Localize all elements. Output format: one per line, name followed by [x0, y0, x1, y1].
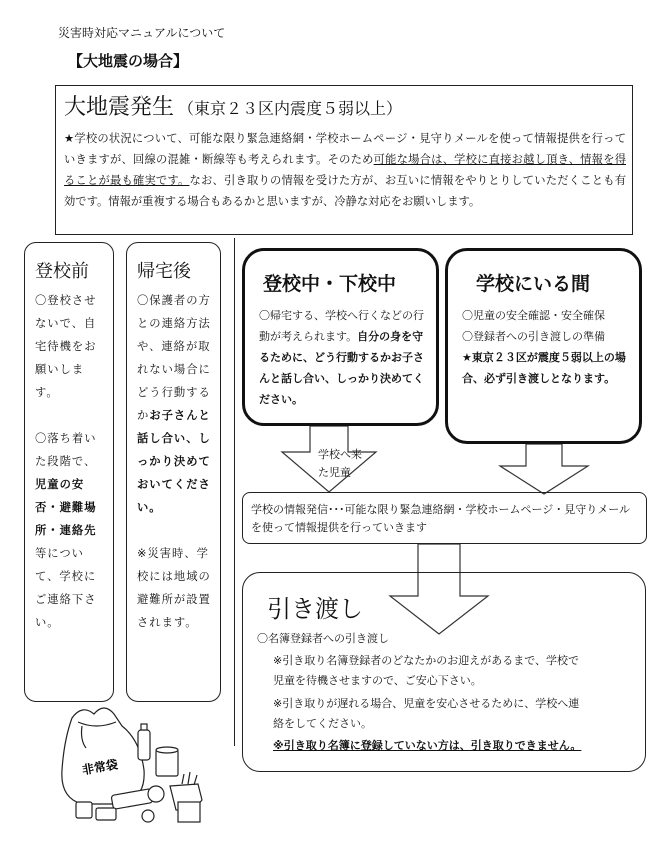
- at-school-box: [445, 248, 642, 444]
- earthquake-notice-box: [55, 85, 633, 235]
- after-return-p1-a: 〇保護者の方との連絡方法や、連絡が取れない場合にどう行動するか: [137, 294, 211, 422]
- info-dissemination-box: [242, 492, 647, 544]
- before-school-box: [24, 242, 114, 702]
- before-school-p2-b: 等について、学校にご連絡下さい。: [35, 547, 97, 629]
- arrow-label-line1: 学校へ来: [318, 448, 362, 461]
- at-school-text: [462, 305, 634, 389]
- after-return-p2: ※災害時、学校には地域の避難所が設置されます。: [137, 547, 211, 629]
- handover-title: 引き渡し: [267, 595, 363, 623]
- after-return-text: [137, 289, 213, 634]
- at-school-title: 学校にいる間: [476, 273, 591, 295]
- notice-text-part1: ★学校の状況について、可能な限り緊急連絡網・学校ホームページ・見守りメールを使って情報提供を行っていきますが、回線の混雑・断線等も考えられます。そのため: [64, 132, 626, 166]
- at-school-bold: ★東京２３区が震度５弱以上の場合、必ず引き渡しとなります。: [462, 351, 626, 385]
- arrow-down-right: [488, 444, 598, 496]
- after-return-p1: [137, 289, 213, 519]
- handover-line6: ※引き取り名簿に登録していない方は、引き取りできません。: [273, 739, 582, 752]
- earthquake-title-condition: （東京２３区内震度５弱以上）: [178, 99, 403, 118]
- commuting-text: [259, 305, 431, 410]
- handover-box: [242, 572, 646, 772]
- arrow-label: [318, 446, 362, 482]
- before-school-title: 登校前: [35, 261, 89, 282]
- handover-line1: 〇名簿登録者への引き渡し: [257, 632, 389, 645]
- at-school-line2: 〇登録者への引き渡しの準備: [462, 330, 605, 343]
- before-school-p1: 〇登校させないで、自宅待機をお願いします。: [35, 294, 97, 399]
- handover-line5: 絡をしてください。: [273, 717, 372, 730]
- column-divider: [234, 238, 235, 746]
- earthquake-title: [64, 90, 402, 121]
- before-school-text: [35, 289, 107, 634]
- at-school-line1: 〇児童の安全確認・安全確保: [462, 309, 605, 322]
- handover-line2: ※引き取り名簿登録者のどなたかのお迎えがあるまで、学校で: [273, 654, 579, 667]
- commuting-text-bold: 自分の身を守るために、どう行動するかお子さんと話し合い、しっかり決めてください。: [259, 330, 424, 406]
- handover-line4: ※引き取りが遅れる場合、児童を安心させるために、学校へ連: [273, 697, 580, 710]
- before-school-p2: [35, 427, 107, 634]
- notice-text-underlined: 可能な場合は、学校に直接お越し頂き、情報を得ることが最も確実です。: [64, 153, 626, 187]
- handover-line3: 児童を待機させますので、ご安心下さい。: [273, 674, 482, 687]
- after-return-box: [126, 242, 221, 702]
- commuting-title: 登校中・下校中: [263, 273, 397, 295]
- earthquake-title-main: 大地震発生: [64, 95, 175, 120]
- case-heading: 【大地震の場合】: [68, 52, 189, 70]
- commuting-box: [242, 248, 439, 426]
- commuting-text-a: 〇帰宅する、学校へ行くなどの行動が考えられます。: [259, 309, 424, 343]
- earthquake-notice-text: [64, 128, 626, 212]
- before-school-p2-bold: 児童の安否・避難場所・連絡先: [35, 478, 97, 537]
- after-return-title: 帰宅後: [137, 261, 191, 282]
- after-return-p1-bold: お子さんと話し合い、しっかり決めておいてください。: [137, 409, 211, 514]
- emergency-bag-label: 非常袋: [80, 757, 119, 778]
- emergency-bag-illustration: [52, 700, 212, 830]
- document-title: 災害時対応マニュアルについて: [58, 26, 226, 40]
- before-school-p2-a: 〇落ち着いた段階で、: [35, 432, 97, 468]
- notice-text-part2: なお、引き取りの情報を受けた方が、お互いに情報をやりとりしていただくことも有効です。情報が重複する場合もあるかと思いますが、冷静な対応をお願いします。: [64, 174, 626, 208]
- info-dissemination-text: 学校の情報発信･･･可能な限り緊急連絡網・学校ホームページ・見守りメールを使って情報提供を行っていきます: [251, 503, 631, 534]
- arrow-label-line2: た児童: [318, 466, 351, 479]
